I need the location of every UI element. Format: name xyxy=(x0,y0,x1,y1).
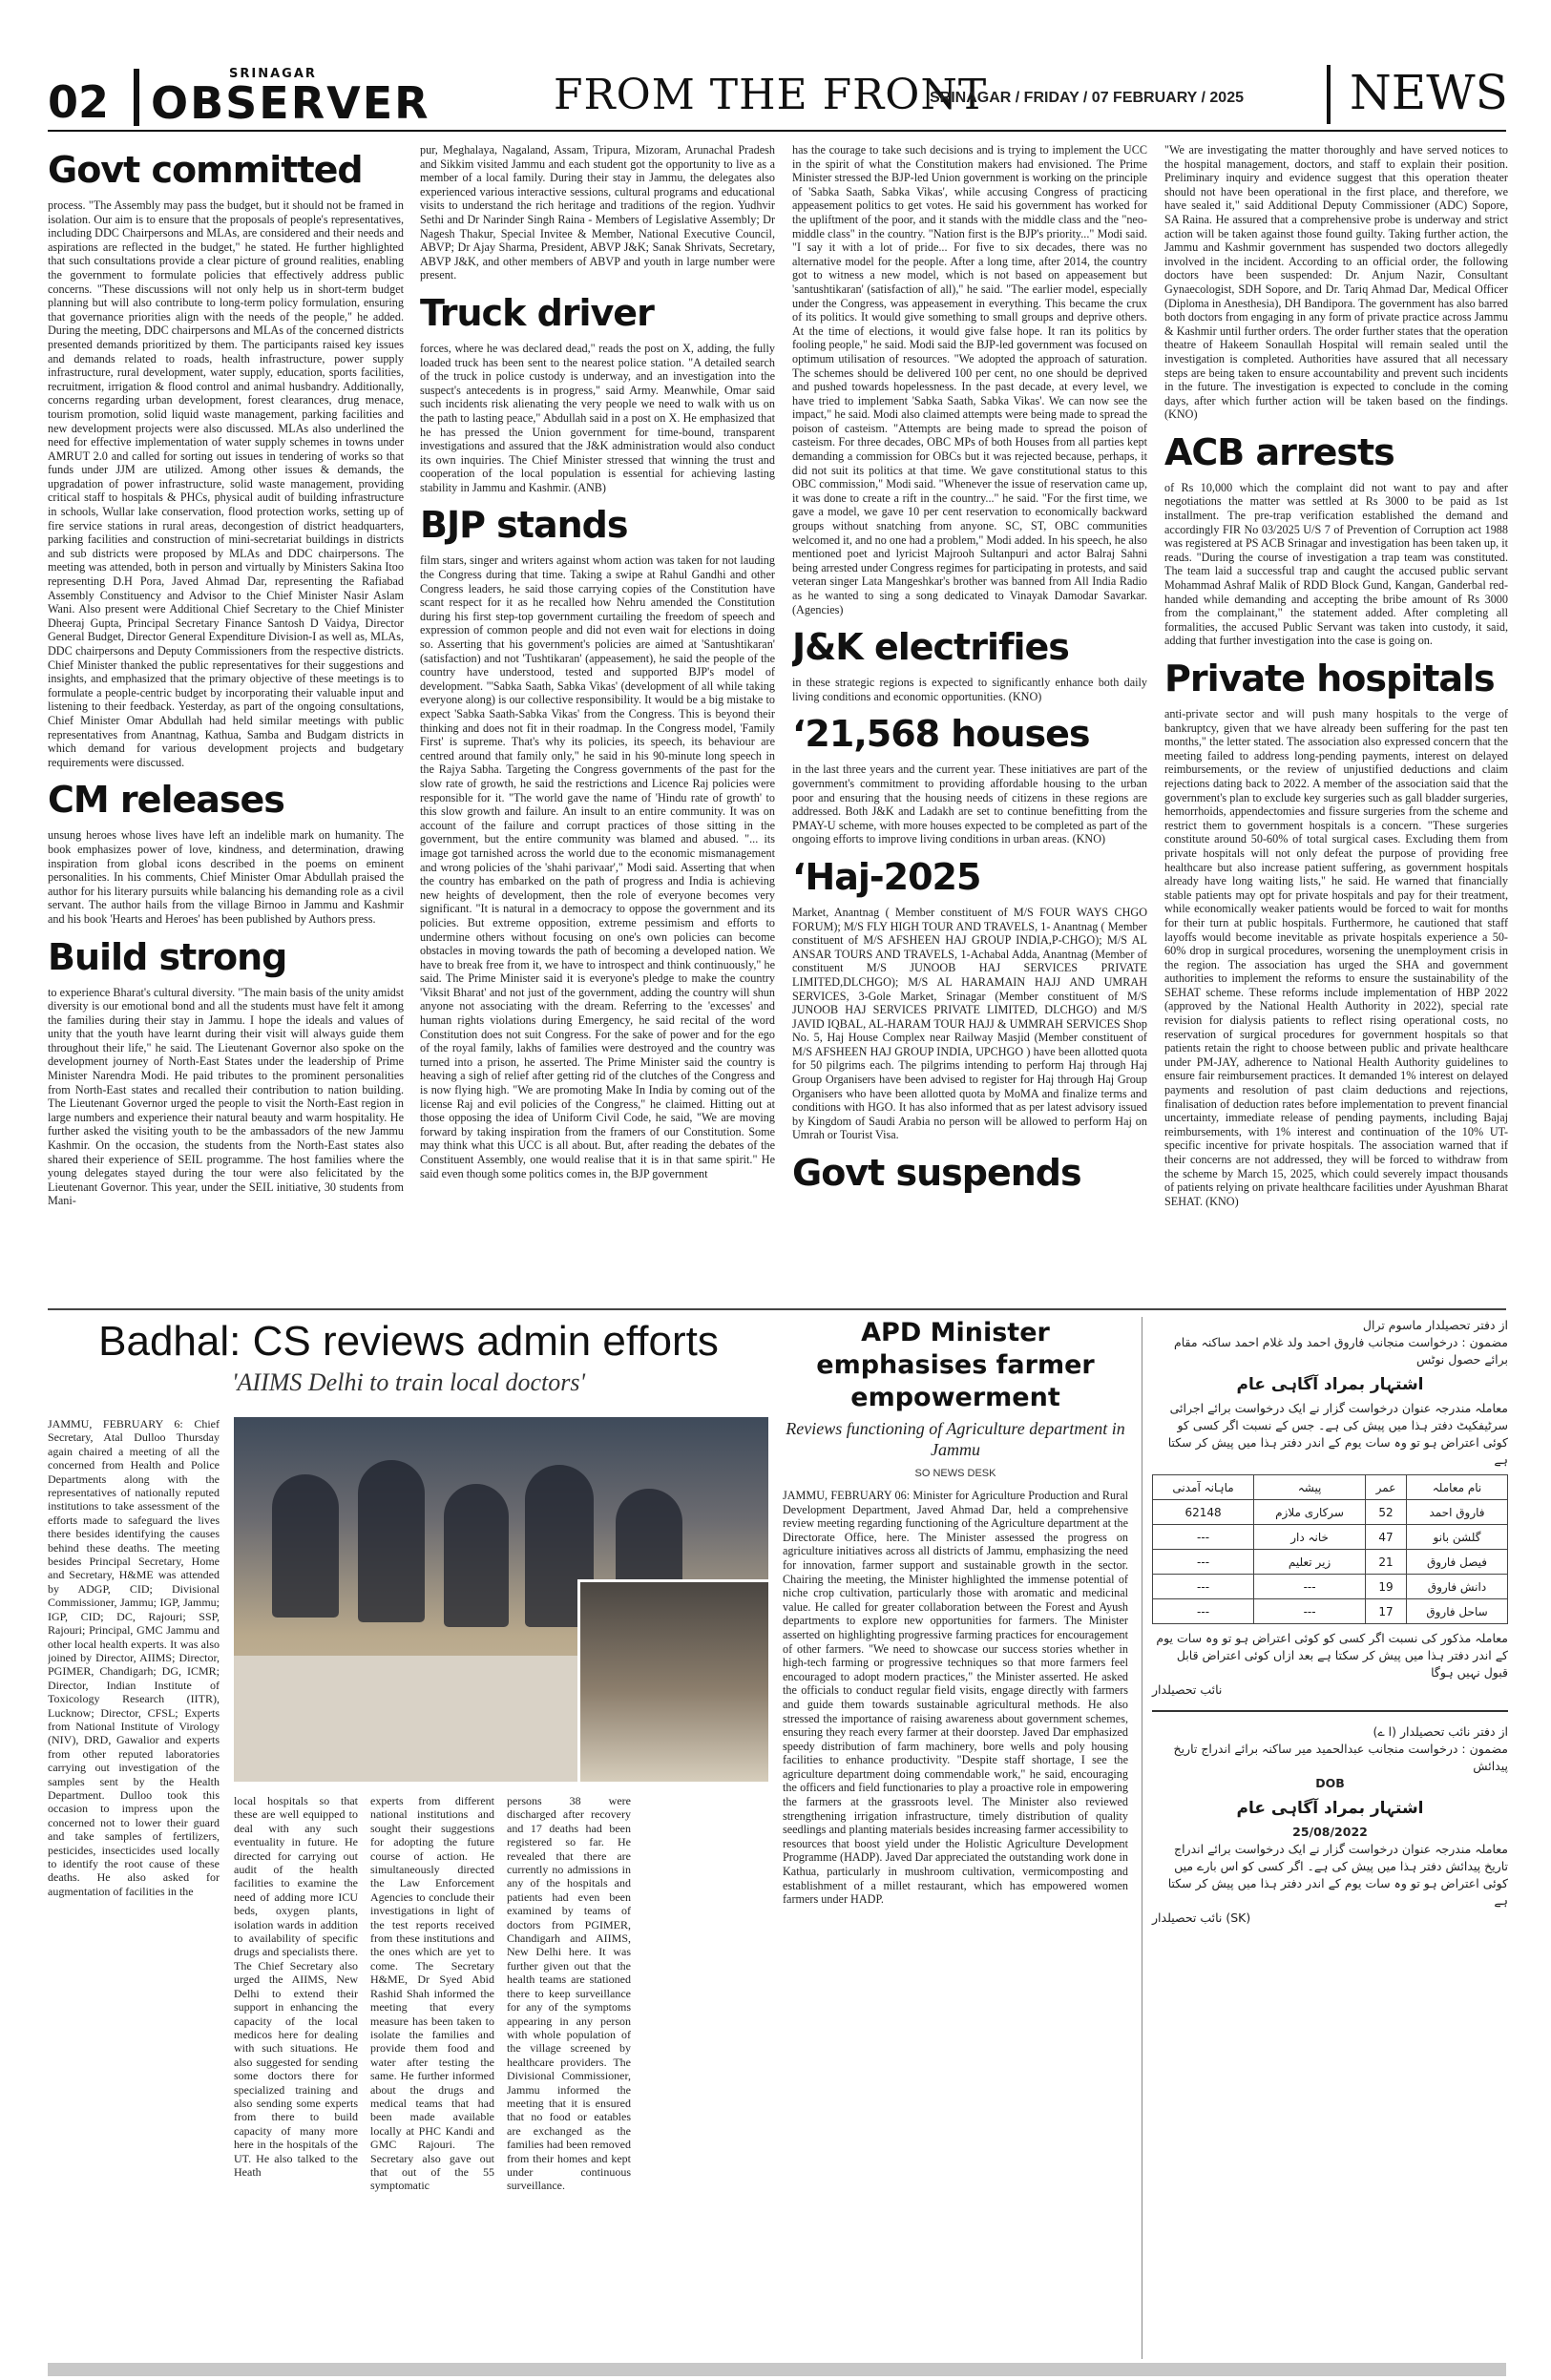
table-cell: سرکاری ملازم xyxy=(1254,1500,1366,1525)
headline: APD Minister emphasises farmer empowerment xyxy=(816,1318,1095,1412)
subheadline: 'AIIMS Delhi to train local doctors' xyxy=(231,1368,586,1396)
story-build-strong xyxy=(48,936,404,1209)
column-4 xyxy=(1164,143,1508,1304)
photo-inset xyxy=(577,1579,768,1782)
table-cell: دانش فاروق xyxy=(1406,1575,1507,1599)
headline: Private hospitals xyxy=(1164,658,1495,699)
headline: BJP stands xyxy=(420,504,628,547)
logo-city: SRINAGAR xyxy=(229,67,317,81)
table-cell: --- xyxy=(1153,1525,1254,1550)
article-body: unsung heroes whose lives have left an indelible mark on humanity. The book emphasizes power of love, kindness, and determination, drawing inspiration from global icons described in the poems on eminent personalities. In his comments, Chief Minister Omar Abdullah praised the author for his literary pursuits while balancing his demanding role as a civil servant. The author hails from the village Birnoo in Jammu and Kashmir and his book 'Hearts and Heroes' has been published by Authors press. xyxy=(48,828,404,926)
table-cell: --- xyxy=(1153,1599,1254,1624)
article-body: has the courage to take such decisions and is trying to implement the UCC in the spirit of what the Constitution makers had envisioned. The Prime Minister stressed the BJP-led Union government is working on the principle of 'Sabka Saath, Sabka Vikas', while accusing Congress of practicing appeasement politics to get votes. He said his government has worked for the upliftment of the poor, and it stands with the middle class and the "neo-middle class" in the country. "Nation first is the BJP's priority..." Modi said. "I say it with a lot of pride... For five to six decades, there was no alternative model for the people. After a long time, after 2014, the country got to witness a new model, which is not based on appeasement but 'santushtikaran' (satisfaction of all)," he said. "The earlier model, especially under the Congress, was appeasement in everything. This became the crux of its politics. It would give something to small groups and deprive others. At the time of elections, it would give false hope. It ran its politics by fooling people," he said. Modi said the BJP-led government was focused on optimum utilisation of resources. "We adopted the approach of saturation. The schemes should be delivered 100 per cent, no one should be deprived and pushed towards hopelessness. In the past decade, at every level, we have tried to implement 'Sabka Saath, Sabka Vikas'. We can now see the impact," he said. Modi also claimed attempts were being made to spread the poison of casteism. "Attempts are being made to spread the poison of casteism. For three decades, OBC MPs of both Houses from all parties kept demanding a commission for OBCs but it was rejected because, perhaps, it did not suit its politics at that time. We gave constitutional status to this OBC commission," Modi said. "Whenever the issue of reservation came up, it was done to create a rift in the country..." he said. "For the first time, we gave a model, we gave 10 per cent reservation to economically backward groups without snatching from anyone. SC, ST, OBC communities welcomed it, and no one had a problem," Modi added. In his speech, he also mentioned poet and lyricist Majrooh Sultanpuri and actor Balraj Sahni being arrested under Congress regimes for participating in protests, and said veteran singer Lata Mangeshkar's brother was banned from All India Radio as he wanted to sing a song dedicated to Vinayak Damodar Savarkar. (Agencies) xyxy=(792,143,1147,616)
story-jk-electrifies xyxy=(792,626,1147,703)
table-cell: 19 xyxy=(1366,1575,1407,1599)
table-cell: --- xyxy=(1153,1575,1254,1599)
table-cell: 47 xyxy=(1366,1525,1407,1550)
story-apd-minister xyxy=(783,1317,1128,2357)
headline: Truck driver xyxy=(420,291,654,334)
notice-date: 25/08/2022 xyxy=(1292,1825,1368,1839)
table-row xyxy=(1153,1599,1508,1624)
story-continuation xyxy=(792,143,1147,616)
notice-text: معاملہ مندرجہ عنوان درخواست گزار نے ایک درخواست برائے اجرائی سرٹیفکیٹ دفتر ہذا میں پیش کی ہے۔ جس کے نسبت اگر کسی کو کوئی اعتراض ہو تو وہ سات یوم کے اندر دفتر ہذا میں پیش کر سکتا ہے xyxy=(1167,1401,1508,1467)
story-cm-releases xyxy=(48,779,404,926)
section-title: FROM THE FRONT xyxy=(554,71,988,119)
family-table xyxy=(1152,1474,1508,1624)
article-body: pur, Meghalaya, Nagaland, Assam, Tripura, Mizoram, Arunachal Pradesh and Sikkim visited Jammu and each student got the opportunity to live as a member of a local family. During their stay in Jammu, the delegates also experienced various interactive sessions, cultural programs and educational visits to understand the rich heritage and traditions of the region. Yudhvir Sethi and Dr Narinder Singh Raina - Members of Legislative Assembly; Dr Nagesh Thakur, Special Invitee & Member, National Executive Council, ABVP; Dr Ajay Sharma, President, ABVP J&K; Sanak Shrivats, Secretary, ABVP J&K, and other members of ABVP and youth in large number were present. xyxy=(420,143,775,282)
article-column: persons 38 were discharged after recovery and 17 deaths had been registered so far. He revealed that there are currently no admissions in any of the hospitals and patients had even been examined by teams of doctors from PGIMER, Chandigarh and AIIMS, New Delhi here. It was further given out that the health teams are stationed there to keep surveillance for any of the symptoms appearing in any person with whole population of the village screened by healthcare providers. The Divisional Commissioner, Jammu informed the meeting that it is ensured that no food or eatables are exchanged as the families had been removed from their homes and kept under continuous surveillance. xyxy=(507,1794,631,2193)
table-cell: 17 xyxy=(1366,1599,1407,1624)
column-1 xyxy=(48,143,404,1304)
article-body: process. "The Assembly may pass the budget, but it should not be framed in isolation. Our aim is to ensure that the proposals of people's representatives, including DDC Chairpersons and MLAs, are considered and their needs and aspirations are reflected in the budget," he stated. He further highlighted that such consultations provide a clear picture of ground realities, enabling the government to formulate policies that effectively address public concerns. "These discussions will not only help us in short-term budget planning but will also contribute to long-term policy formulation, ensuring that governance priorities align with the needs of the people," he added. During the meeting, DDC chairpersons and MLAs of the concerned districts presented demands prioritized by them. The participants raised key issues and demands related to roads, health infrastructure, power supply infrastructure, rural development, water supply, education, sports facilities, recruitment, irrigation & flood control and animal husbandry. Additionally, concerns regarding urban development, forest clearances, drug menace, tourism promotion, solid liquid waste management, parking facilities and new development projects were also discussed. MLAs also underlined the need for effective implementation of water supply schemes in towns under AMRUT 2.0 and called for sorting out issues in tendering of works so that funds under JJM are utilized. Among other issues & demands, the upgradation of power infrastructure, solid waste management, providing critical staff to hospitals & PHCs, physical audit of building infrastructure in schools, Wullar lake conservation, flood protection works, setting up of fire service stations in rural areas, decongestion of district headquarters, parking facilities and construction of mini-secretariat buildings in districts and sub districts were proposed by MLAs and DDC chairpersons. The meeting was attended, both in person and virtually by Ministers Sakina Itoo representing D.H Pora, Javed Ahmad Dar, representing the Rafiabad Assembly Constituency and Advisor to the Chief Minister Nasir Aslam Wani. Also present were Additional Chief Secretary to the Chief Minister Dheeraj Gupta, Principal Secretary Finance Santosh D Vaidya, Director General Budget, Director General Expenditure Division-I as well as, MLAs, DDC chairpersons and Deputy Commissioners from the respective districts. Chief Minister thanked the public representatives for their suggestions and insights, and emphasized that the primary objective of these meetings is to formulate a people-centric budget by incorporating their valuable input and listening to their feedback. Yesterday, as part of the ongoing consultations, Chief Minister Omar Abdullah had held similar meetings with public representatives from Anantnag, Kathua, Samba and Budgam districts in which demand for various development projects and budgetary requirements were discussed. xyxy=(48,198,404,769)
notice-footer: معاملہ مذکور کی نسبت اگر کسی کو کوئی اعتراض ہو تو وہ سات یوم کے اندر دفتر ہذا میں پیش کر سکتا ہے بعد ازاں کوئی اعتراض قابل قبول نہیں ہوگا xyxy=(1156,1631,1508,1680)
headline: Build strong xyxy=(48,935,287,978)
headline: Badhal: CS reviews admin efforts xyxy=(98,1318,719,1365)
notice-divider xyxy=(1152,1710,1508,1712)
table-cell: پیشہ xyxy=(1254,1475,1366,1500)
section-divider xyxy=(48,1308,1506,1310)
headline: ACB arrests xyxy=(1164,430,1394,473)
article-body: "We are investigating the matter thoroughly and have served notices to the hospital management, doctors, and staff to explain their position. Preliminary inquiry and evidence suggest that this operation theater should not have been operational in the first place, and therefore, we have sealed it," said Additional Deputy Commissioner (ADC) Sopore, SA Raina. He assured that a comprehensive probe is underway and strict action will be taken against those found guilty. Taking further action, the Jammu and Kashmir government has suspended two doctors allegedly involved in the incident. According to an official order, the following doctors have been suspended: Dr. Anjum Nazir, Consultant Gynaecologist, SDH Sopore, and Dr. Tariq Ahmad Dar, Medical Officer (Diploma in Anesthesia), DH Bandipora. The government has also barred both doctors from engaging in any form of private practice across Jammu & Kashmir until further orders. The order further states that the operation theatre of Hakeem Sonaullah Hospital will remain sealed until the investigation is completed. Authorities have assured that all necessary steps are being taken to ensure accountability and prevent such incidents in the future. The investigation is expected to conclude in the coming days, after which further action will be taken based on the findings. (KNO) xyxy=(1164,143,1508,422)
table-header xyxy=(1153,1475,1508,1500)
table-row xyxy=(1153,1500,1508,1525)
table-row xyxy=(1153,1525,1508,1550)
notice-title: اشتہار بمراد آگاہی عام xyxy=(1236,1375,1424,1394)
subheadline: Reviews functioning of Agriculture department in Jammu xyxy=(786,1419,1125,1459)
section-label: NEWS xyxy=(1350,65,1508,120)
table-cell: --- xyxy=(1254,1575,1366,1599)
story-badhal xyxy=(48,1317,769,2357)
table-cell: 62148 xyxy=(1153,1500,1254,1525)
masthead-rule xyxy=(48,130,1506,132)
table-cell: نام معاملہ xyxy=(1406,1475,1507,1500)
column-2 xyxy=(420,143,775,1304)
news-photo xyxy=(234,1417,768,1782)
article-body: in the last three years and the current year. These initiatives are part of the government's commitment to providing affordable housing to the urban poor and ensuring that the housing needs of citizens in these regions are addressed. Both J&K and Ladakh are set to continue benefitting from the PMAY-U scheme, with more houses expected to be completed as part of the ongoing efforts to improve living conditions in urban areas. (KNO) xyxy=(792,762,1147,846)
headline: J&K electrifies xyxy=(792,626,1069,669)
table-cell: فاروق احمد xyxy=(1406,1500,1507,1525)
story-haj-2025 xyxy=(792,856,1147,1142)
headline: ‘Haj-2025 xyxy=(792,855,981,898)
classified-notices xyxy=(1142,1317,1508,2359)
story-continuation xyxy=(1164,143,1508,422)
notice-issuer: از دفتر تحصیلدار ماسوم ترال xyxy=(1362,1318,1508,1332)
headline: Govt suspends xyxy=(792,1152,1081,1195)
story-continuation xyxy=(420,143,775,282)
table-cell: ساحل فاروق xyxy=(1406,1599,1507,1624)
article-body: Market, Anantnag ( Member constituent of M/S FOUR WAYS CHGO FORUM); M/S FLY HIGH TOUR AND TRAVELS, 1- Anantnag ( Member constituent of M/S AFSHEEN HAJ GROUP INDIA,P-CHGO); M/S AL ANSAR TOURS AND TRAVELS, 1-Achabal Adda, Anantnag (Member of constituent M/S JUNOOB HAJ SERVICES PRIVATE LIMITED,DLCHGO); M/S AL HARAMAIN HAJJ AND UMRAH SERVICES, 3-Gole Market, Srinagar (Member constituent of M/S JUNOOB HAJ SERVICES PRIVATE LIMITED, DLCHGO) and M/S JAVID IQBAL, AL-HARAM TOUR HAJJ & UMMRAH SERVICES Shop No. 5, Haj House Complex near Railway Masjid (Member constituent of M/S AFSHEEN HAJ GROUP INDIA, UPCHGO ) have been allotted quota for 50 pilgrims each. The pilgrims intending to perform Haj through Haj Group Organisers have been advised to register for Haj through Haj Group Organisers who have been allotted quota by MoMA and finalize terms and conditions with HGO. It has also informed that as per latest advisory issued by Kingdom of Saudi Arabia no person will be allowed to perform Haj on Umrah or Tourist Visa. xyxy=(792,905,1147,1142)
article-body: to experience Bharat's cultural diversity. "The main basis of the unity amidst diversity is our emotional bond and all the students must have felt it among the families during their stay in Jammu. I hope the ideals and values of unity that the youth have learnt during their visit will always guide them throughout their life," he said. The Lieutenant Governor also spoke on the development journey of North-East States under the leadership of Prime Minister Narendra Modi. He paid tributes to the prominent personalities from North-East states and recalled their contribution to nation building. The Lieutenant Governor urged the people to visit the North-East region in large numbers and experience their natural beauty and warm hospitality. He further asked the visiting youth to be the ambassadors of the new Jammu Kashmir. On the occasion, the students from the North-East states also shared their experience of SEIL programme. The host families where the young delegates stayed during the tour were also felicitated by the Lieutenant Governor. This year, under the SEIL initiative, 30 students from Mani- xyxy=(48,985,404,1208)
byline: SO NEWS DESK xyxy=(914,1468,996,1479)
article-body: of Rs 10,000 which the complaint did not want to pay and after negotiations the matter was settled at Rs 3000 to be paid as 1st installment. The pre-trap verification established the demand and accordingly FIR No 03/2025 U/S 7 of Prevention of Corruption act 1988 was registered at PS ACB Srinagar and investigation has been taken up, it reads. "During the course of investigation a trap team was constituted. The team laid a successful trap and caught the accused public servant Mohammad Ashraf Malik of RDD Block Gund, Kangan, Ganderbal red-handed while demanding and accepting the bribe amount of Rs 3000 from the complainant," the statement added. After completing all formalities, the accused Public Servant was taken into custody, it said, adding that further investigation into the case is going on. xyxy=(1164,480,1508,648)
notice-signature: نائب تحصیلدار xyxy=(1152,1682,1223,1697)
headline: Govt committed xyxy=(48,149,363,191)
table-cell: 21 xyxy=(1366,1550,1407,1575)
article-body: anti-private sector and will push many hospitals to the verge of bankruptcy, given that we have already been suffering for the past ten months," the letter stated. The association also expressed concern that the meeting failed to address long-pending payments, interest on delayed reimbursements, or the review of unjustified deductions and claim rejections dating back to 2022. A member of the association said that the government's plan to exclude key surgeries such as gall bladder surgeries, hemorrhoids, appendectomies and fissure surgeries from the scheme and restrict them to government hospitals is a concern. "These surgeries constitute around 50-60% of total surgical cases. Excluding them from private hospitals will not only defeat the purpose of providing free healthcare but also increase patient suffering, as government hospitals already have long waiting lists," he said. He warned that financially stable patients may opt for private hospitals and pay for their treatment, while economically weaker patients would be forced to wait for months for their turn at public hospitals. Furthermore, he cautioned that staff layoffs would become inevitable as private hospitals experience a 50-60% drop in surgical procedures, worsening the unemployment crisis in the region. The association has urged the SHA and government authorities to implement the reforms to ensure the sustainability of the SEHAT scheme. These reforms include implementation of HBP 2022 (approved by the National Health Authority in 2022), special rate revision for dialysis patients to reflect rising operational costs, no reservation of surgical procedures for government hospitals so that patients retain the right to choose between public and private healthcare under PM-JAY, adherence to National Health Authority guidelines to ensure fair reimbursement practices. It demanded 1% interest on delayed payments and resolution of past claim deductions and rejections, finalisation of deduction rates before implementation to prevent financial uncertainty, immediate release of pending payments, including Bajaj reimbursements, with 1% interest and continuation of the 10% UT-specific incentive for private hospitals. The association warned that if their concerns are not addressed, they will be forced to withdraw from the scheme by March 15, 2025, which could severely impact thousands of patients relying on private healthcare facilities under Ayushman Bharat SEHAT. (KNO) xyxy=(1164,707,1508,1208)
article-column: JAMMU, FEBRUARY 6: Chief Secretary, Atal Dulloo Thursday again chaired a meeting of all the concerned from Health and Police Departments along with the representatives of nationally reputed institutions to take assessment of the efforts made to safeguard the lives there besides identifying the causes behind these deaths. The meeting besides Principal Secretary, Home and Secretary, H&ME was attended by ADGP, CID; Divisional Commissioner, Jammu; IGP, Jammu; IGP, CID; DC, Rajouri; SSP, Rajouri; Principal, GMC Jammu and other local health experts. It was also joined by Director, AIIMS; Director, PGIMER, Chandigarh; DG, ICMR; Director, Indian Institute of Toxicology Research (IITR), Lucknow; Director, CFSL; Experts from National Institute of Virology (NIV), DRD, Gawalior and experts from other reputed laboratories carrying out investigation of the samples sent by the Health Department. Dulloo took this occasion to impress upon the concerned not to lower their guard and take samples of fertilizers, pesticides, insecticides used locally to identify the root cause of these deaths. He also asked for augmentation of facilities in the xyxy=(48,1417,220,1898)
notice-issuer: از دفتر نائب تحصیلدار (ا ے) xyxy=(1373,1724,1508,1739)
table-row xyxy=(1153,1550,1508,1575)
story-govt-suspends xyxy=(792,1152,1147,1194)
table-cell: فیصل فاروق xyxy=(1406,1550,1507,1575)
notice-text: معاملہ مندرجہ عنوان درخواست گزار نے ایک درخواست برائے اندراج تاریخ پیدائش دفتر ہذا میں پیش کی ہے۔ اگر کسی کو اس بارے میں کوئی اعتراض ہو تو وہ سات یوم کے اندر دفتر ہذا میں پیش کر سکتا ہے xyxy=(1167,1842,1508,1908)
table-cell: --- xyxy=(1254,1599,1366,1624)
headline: ‘21,568 houses xyxy=(792,713,1090,756)
masthead xyxy=(48,57,1506,132)
story-govt-committed xyxy=(48,149,404,769)
article-body: film stars, singer and writers against whom action was taken for not lauding the Congress during that time. Taking a swipe at Rahul Gandhi and other Congress leaders, he said those carrying copies of the Constitution have scant respect for it as he recalled how Nehru amended the Constitution during his first step-top government curtailing the freedom of speech and expression of common people and did not even wait for elections in doing so. Asserting that his government's policies are aimed at 'Santushtikaran' (satisfaction) and not 'Tushtikaran' (appeasement), he said the people of the country have understood, tested and supported BJP's model of development. "'Sabka Saath, Sabka Vikas' (development of all while taking everyone along) is our collective responsibility. It would be a big mistake to expect 'Sabka Saath-Sabka Vikas' from the Congress. This is beyond their thinking and does not fit in their roadmap. In the Congress model, 'Family First' is supreme. That's why its policies, its speech, its behaviour are centred around that family only," he said in his 90-minute long speech in the Rajya Sabha. Targeting the Congress governments of the past for the slow rate of growth, he said the restrictions and Licence Raj policies were responsible for it. "The world gave the name of 'Hindu rate of growth' to this slow growth and failure. An insult to an entire community. It was on account of the failure and corrupt practices of those sitting in the government, but the entire community was blamed and abused. "... its image got tarnished across the world due to the economic mismanagement and wrong policies of the 'shahi parivaar'," Modi said. Asserting that when the country has embarked on the path of progress and India is achieving new heights of development, then the role of everyone becomes very significant. "It is natural in a democracy to oppose the government and its policies. But extreme opposition, extreme pessimism and efforts to undermine others without focusing on one's own policies can become obstacles in moving towards the path of becoming a developed nation. We have to break free from it, we have to introspect and think continuously," he said. The Prime Minister said it is everyone's pledge to make the country 'Viksit Bharat' and not just of the government, adding the country will shun anyone not associating with the dream. Referring to the 'excesses' and human rights violations during Emergency, he said recital of the word Constitution does not suit Congress. For the sake of power and for the ego of the royal family, lakhs of families were destroyed and the country was turned into a prison, he asserted. The Prime Minister said the country is heaving a sigh of relief after getting rid of the clutches of the Congress and is now flying high. "We are promoting Make In India by coming out of the license Raj and evil policies of the Congress," he claimed. Hitting out at those opposing the idea of Uniform Civil Code, he said, "We are moving forward by taking inspiration from the framers of our Constitution. Some may think what this UCC is all about. But, after reading the debates of the Constituent Assembly, one would realise that it is in that same spirit." He said even though some politics comes in, the BJP government xyxy=(420,553,775,1180)
notice-subject: مضمون : درخواست منجانب فاروق احمد ولد غلام احمد ساکنہ مقام برائے حصول نوٹس xyxy=(1173,1335,1508,1367)
table-row xyxy=(1153,1575,1508,1599)
story-bjp-stands xyxy=(420,504,775,1180)
footer-bar xyxy=(48,2363,1506,2376)
newspaper-logo xyxy=(151,67,430,129)
article-column: local hospitals so that these are well equipped to deal with any such eventuality in future. He directed for carrying out audit of the health facilities to examine the need of adding more ICU beds, oxygen plants, isolation wards in addition to availability of specific drugs and specialists there. The Chief Secretary also urged the AIIMS, New Delhi to extend their support in enhancing the capacity of the local medicos here for dealing with such situations. He also suggested for sending some doctors there for specialized training and also sending some experts from there to build capacity of many more here in the hospitals of the UT. He also talked to the Heath xyxy=(234,1794,358,2179)
notice-title: اشتہار بمراد آگاہی عام xyxy=(1236,1799,1424,1818)
story-truck-driver xyxy=(420,292,775,495)
article-body: forces, where he was declared dead," reads the post on X, adding, the fully loaded truck has been sent to the nearest police station. "A detailed search of the truck in police custody is underway, and an investigation into the suspect's antecedents is in progress," said Army. Meanwhile, Omar said such incidents risk alienating the very people we need to walk with us on the path to lasting peace," Abdullah said in a post on X. He emphasized that he has pressed the Union government for time-bound, transparent investigations and assured that the J&K administration would also conduct its own inquiries. The Chief Minister stressed that winning the trust and cooperation of the local population is essential for achieving lasting stability in Jammu and Kashmir. (ANB) xyxy=(420,341,775,494)
page-number: 02 xyxy=(48,76,110,128)
table-cell: 52 xyxy=(1366,1500,1407,1525)
dateline: SRINAGAR / FRIDAY / 07 FEBRUARY / 2025 xyxy=(930,90,1244,106)
table-cell: عمر xyxy=(1366,1475,1407,1500)
notice-code: DOB xyxy=(1315,1776,1345,1790)
table-cell: گلشن بانو xyxy=(1406,1525,1507,1550)
table-cell: --- xyxy=(1153,1550,1254,1575)
headline: CM releases xyxy=(48,779,284,822)
logo-name: OBSERVER xyxy=(151,77,430,129)
story-acb-arrests xyxy=(1164,431,1508,648)
notice-signature: (SK) نائب تحصیلدار xyxy=(1152,1910,1251,1925)
table-cell: زیر تعلیم xyxy=(1254,1550,1366,1575)
article-column: experts from different national institutions and sought their suggestions for adopting the future course of action. He simultaneously directed the Law Enforcement Agencies to conclude their investigations in light of the test reports received from these institutions and the ones which are yet to come. The Secretary H&ME, Dr Syed Abid Rashid Shah informed the meeting that every measure has been taken to isolate the families and provide them food and water after testing the same. He further informed about the drugs and medical teams that had been made available locally at PHC Kandi and GMC Rajouri. The Secretary also gave out that out of the 55 symptomatic xyxy=(370,1794,494,2193)
table-cell: خانہ دار xyxy=(1254,1525,1366,1550)
notice-subject: مضمون : درخواست منجانب عبدالحمید میر ساکنہ برائے اندراج تاریخ پیدائش xyxy=(1173,1742,1508,1773)
article-body: JAMMU, FEBRUARY 06: Minister for Agriculture Production and Rural Development Department, Javed Ahmad Dar, held a comprehensive review meeting regarding functioning of the Agriculture department at the Directorate Office, here. The Minister assessed the progress on agriculture initiatives across all districts of Jammu, emphasizing the need for innovation, farmer support and sustainable growth in the sector. Chairing the meeting, the Minister highlighted the immense potential of niche crop cultivation, particularly those with aromatic and medicinal value. He called for greater collaboration between the Forest and Ayush departments to explore new opportunities for farmers. The Minister asserted on highlighting progressive farming practices for encouragement of other farmers. "We need to showcase our success stories whether in high-tech farming or progressive techniques so that more farmers feel encouraged to adopt modern practices," the Minister asserted. He asked the officials to conduct regular field visits, engage directly with farmers and guide them towards sustainable agricultural methods. He also stressed the importance of raising awareness about government schemes, ensuring they reach every farmer at their doorstep. Javed Dar emphasized speedy distribution of farm machinery, bore wells and poly housing facilities to enhance productivity. "Despite staff shortage, I see the agriculture department doing commendable work," he said, encouraging the officers and field functionaries to play a proactive role in empowering the farmers at the grassroots level. The Minister also reviewed strengthening irrigation infrastructure, timely distribution of quality seedlings and planting materials besides increasing farmer accessibility to resources that boost yield under the Holistic Agriculture Development Programme (HADP). Javed Dar appreciated the outstanding work done in Kathua, particularly in mushroom cultivation, vermicomposting and establishment of a millet restaurant, which has empowered women farmers under HADP. xyxy=(783,1489,1128,1907)
story-21568-houses xyxy=(792,713,1147,846)
article-body: in these strategic regions is expected to significantly enhance both daily living conditions and economic opportunities. (KNO) xyxy=(792,676,1147,703)
masthead-divider xyxy=(134,69,139,126)
story-private-hospitals xyxy=(1164,658,1508,1208)
table-cell: ماہانہ آمدنی xyxy=(1153,1475,1254,1500)
column-3 xyxy=(792,143,1147,1304)
masthead-divider-right xyxy=(1327,65,1331,124)
